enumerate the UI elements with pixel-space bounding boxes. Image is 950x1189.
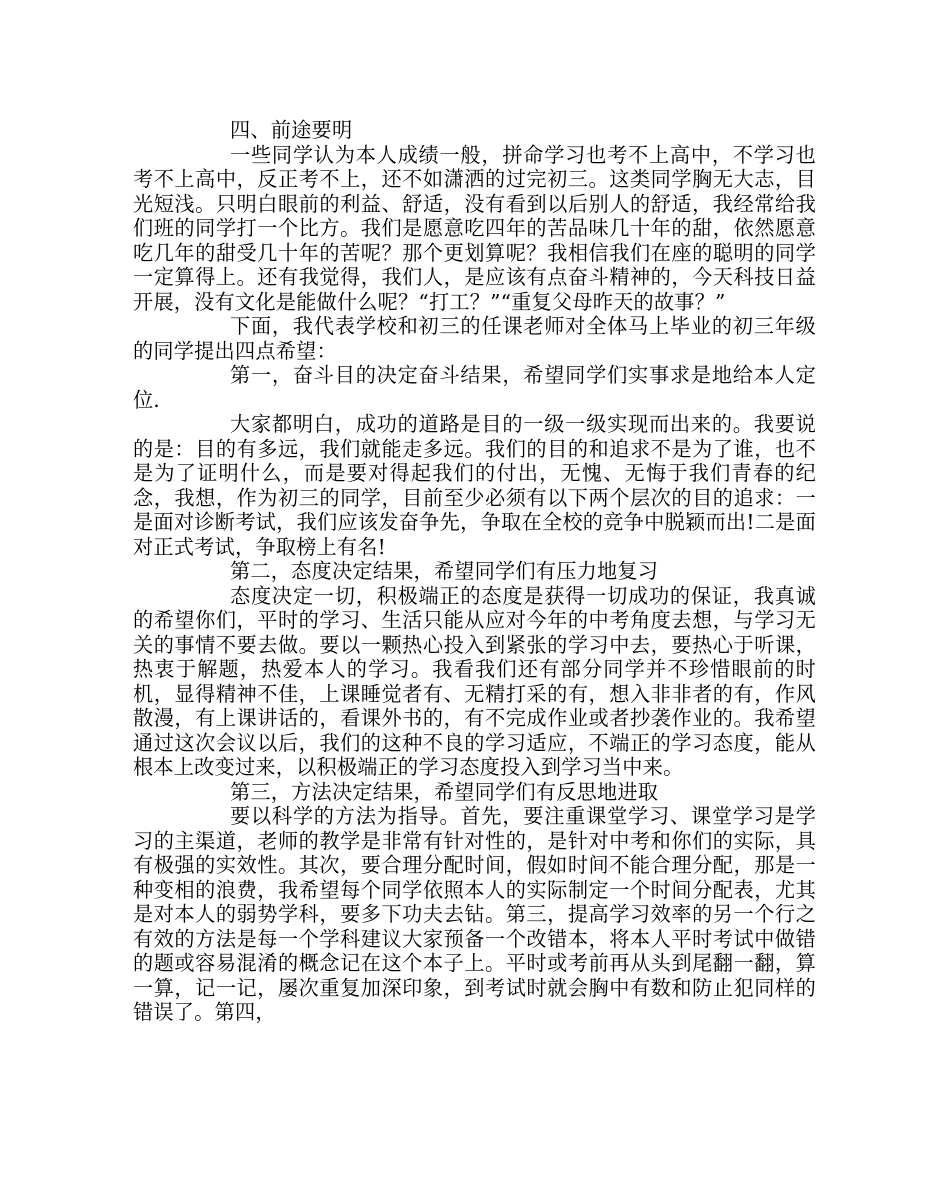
paragraph-methods: 要以科学的方法为指导。首先，要注重课堂学习、课堂学习是学习的主渠道，老师的教学是非常有针对性的，是针对中考和你们的实际，具有极强的实效性。其次，要合理分配时间，假如时间不能合理分配，那是一种变相的浪费，我希望每个同学依照本人的实际制定一个时间分配表，尤其是对本人的弱势学科，要多下功夫去钻。第三，提高学习效率的另一个行之有效的方法是每一个学科建议大家预备一个改错本，将本人平时考试中做错的题或容易混淆的概念记在这个本子上。平时或考前再从头到尾翻一翻，算一算，记一记，屡次重复加深印象，到考试时就会胸中有数和防止犯同样的错误了。第四， [133,804,816,1024]
paragraph-hope-two: 第二，态度决定结果，希望同学们有压力地复习 [230,559,659,583]
paragraph-goals: 大家都明白，成功的道路是目的一级一级实现而出来的。我要说的是：目的有多远，我们就能走多远。我们的目的和追求不是为了谁，也不是为了证明什么，而是要对得起我们的付出，无愧、无悔于我们青春的纪念，我想，作为初三的同学，目前至少必须有以下两个层次的目的追求：一是面对诊断考试，我们应该发奋争先，争取在全校的竞争中脱颖而出!二是面对正式考试，争取榜上有名! [133,412,816,559]
paragraph-hope-one: 第一，奋斗目的决定奋斗结果，希望同学们实事求是地给本人定位． [133,363,816,412]
document-page [133,118,816,1025]
paragraph-ambition: 一些同学认为本人成绩一般，拼命学习也考不上高中，不学习也考不上高中，反正考不上，还不如潇洒的过完初三。这类同学胸无大志，目光短浅。只明白眼前的利益、舒适，没有看到以后别人的舒适，我经常给我们班的同学打一个比方。我们是愿意吃四年的苦品味几十年的甜，依然愿意吃几年的甜受几十年的苦呢？那个更划算呢？我相信我们在座的聪明的同学一定算得上。还有我觉得，我们人，是应该有点奋斗精神的，今天科技日益开展，没有文化是能做什么呢？“打工？”“重复父母昨天的故事？” [133,142,816,314]
paragraph-attitude: 态度决定一切，积极端正的态度是获得一切成功的保证，我真诚的希望你们，平时的学习、生活只能从应对今年的中考角度去想，与学习无关的事情不要去做。要以一颗热心投入到紧张的学习中去，要热心于听课，热衷于解题，热爱本人的学习。我看我们还有部分同学并不珍惜眼前的时机，显得精神不佳，上课睡觉者有、无精打采的有，想入非非者的有，作风散漫，有上课讲话的，看课外书的，有不完成作业或者抄袭作业的。我希望通过这次会议以后，我们的这种不良的学习适应，不端正的学习态度，能从根本上改变过来，以积极端正的学习态度投入到学习当中来。 [133,583,816,779]
paragraph-hope-three: 第三，方法决定结果，希望同学们有反思地进取 [230,779,659,804]
paragraph-intro-hopes: 下面，我代表学校和初三的任课老师对全体马上毕业的初三年级的同学提出四点希望： [133,314,816,363]
section-heading: 四、前途要明 [230,118,353,142]
